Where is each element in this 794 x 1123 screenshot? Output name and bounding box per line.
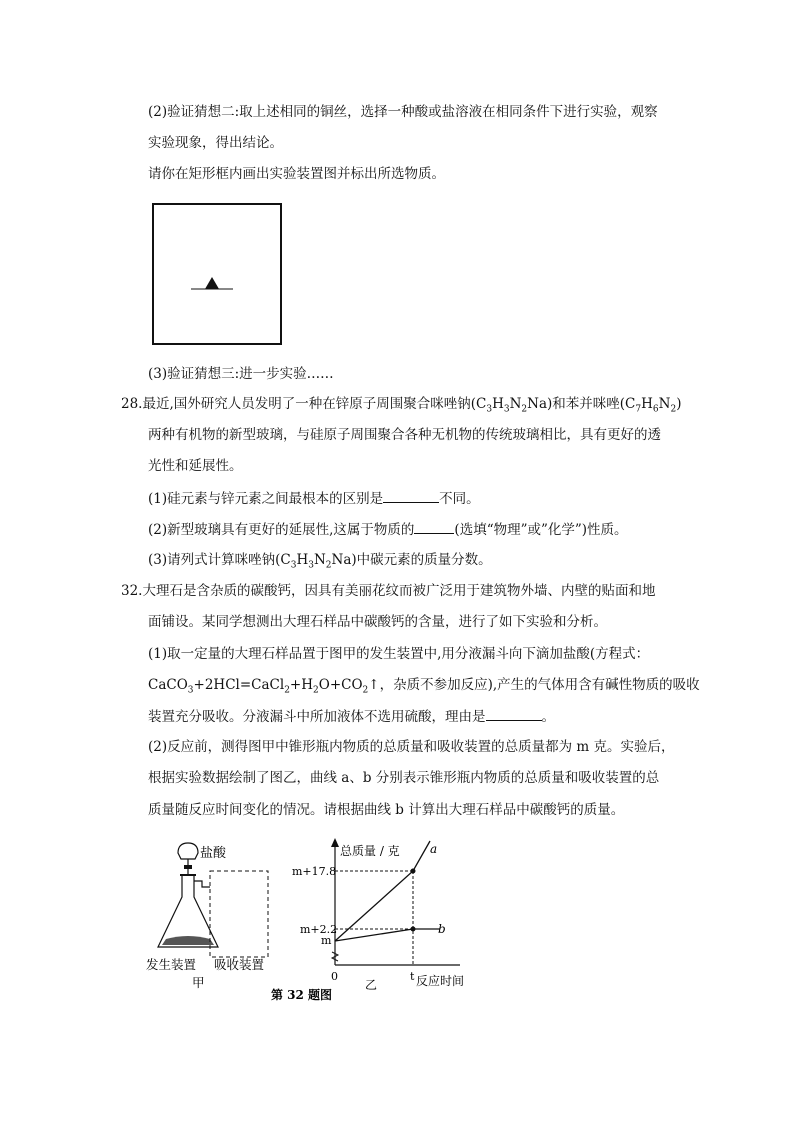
- point-b-at-t: [411, 927, 416, 932]
- figure-caption: 第 32 题图: [271, 988, 333, 1002]
- q32-stem-line1: 32.大理石是含杂质的碳酸钙，因具有美丽花纹而被广泛用于建筑物外墙、内壁的贴面和地: [121, 583, 656, 599]
- generator-label: 发生装置: [146, 957, 197, 972]
- y-axis-arrow: [331, 838, 339, 847]
- absorber-dashed-box: [210, 871, 268, 957]
- q27-verify-2-line2: 实验现象，得出结论。: [148, 135, 283, 151]
- q28-stem-line3: 光性和延展性。: [148, 458, 243, 474]
- x-tick-t: t: [410, 970, 415, 983]
- dropping-funnel-bulb: [178, 843, 198, 859]
- series-label-b: b: [438, 922, 446, 936]
- stopcock: [184, 865, 192, 869]
- q28-sub1: (1)硅元素与锌元素之间最根本的区别是 不同。: [148, 488, 480, 509]
- figure-32: [140, 835, 490, 1005]
- point-a-at-t: [411, 869, 416, 874]
- delivery-tube: [194, 881, 210, 887]
- triangle-mark: [205, 277, 219, 289]
- q32-sub2-line1: (2)反应前，测得图甲中锥形瓶内物质的总质量和吸收装置的总质量都为 m 克。实验后，: [148, 739, 675, 755]
- absorber-label: 吸收装置: [214, 957, 265, 972]
- y-tick-m-2-2: m+2.2: [300, 923, 338, 936]
- q28-stem-line1: 28.最近,国外研究人员发明了一种在锌原子周围聚合咪唑钠$(C_3H_3N_2Na)$和苯并咪唑$(C_7H_6N_2)$: [121, 396, 682, 415]
- y-tick-m: m: [321, 934, 332, 947]
- y-axis-label: 总质量 / 克: [340, 844, 400, 858]
- q28-sub2: (2)新型玻璃具有更好的延展性,这属于物质的 (选填“物理”或”化学”)性质。: [148, 519, 628, 540]
- axis-break-mark: [332, 952, 338, 961]
- q32-sub1-line1: (1)取一定量的大理石样品置于图甲的发生装置中,用分液漏斗向下滴加盐酸(方程式：: [148, 646, 650, 662]
- q27-instruction: 请你在矩形框内画出实验装置图并标出所选物质。: [148, 166, 445, 182]
- q32-sub1-line3: 装置充分吸收。分液漏斗中所加液体不选用硫酸，理由是 。: [148, 706, 555, 727]
- q28-stem-line2: 两种有机物的新型玻璃，与硅原子周围聚合各种无机物的传统玻璃相比，具有更好的透: [148, 427, 661, 443]
- series-label-a: a: [430, 842, 438, 856]
- q32-stem-line2: 面铺设。某同学想测出大理石样品中碳酸钙的含量，进行了如下实验和分析。: [148, 614, 607, 630]
- mass-time-chart: [292, 838, 464, 992]
- panel-label-yi: 乙: [365, 978, 378, 992]
- acid-label: 盐酸: [200, 846, 227, 861]
- answer-blank-3[interactable]: [486, 706, 542, 721]
- drawing-answer-box[interactable]: [152, 203, 282, 345]
- q32-sub2-line3: 质量随反应时间变化的情况。请根据曲线 b 计算出大理石样品中碳酸钙的质量。: [148, 802, 625, 818]
- q28-sub3: (3)请列式计算咪唑钠$(C_3H_3N_2Na)$中碳元素的质量分数。: [148, 552, 492, 571]
- jia-label: 甲: [192, 975, 205, 990]
- balance-symbol: [154, 205, 280, 343]
- q32-sub2-line2: 根据实验数据绘制了图乙，曲线 a、b 分别表示锥形瓶内物质的总质量和吸收装置的总: [148, 770, 660, 786]
- q27-verify-2-line1: (2)验证猜想二:取上述相同的铜丝，选择一种酸或盐溶液在相同条件下进行实验，观察: [148, 104, 658, 120]
- x-axis-label: 反应时间: [416, 974, 465, 988]
- y-tick-m-17-8: m+17.8: [292, 865, 337, 878]
- x-tick-0: 0: [331, 970, 338, 983]
- answer-blank-1[interactable]: [383, 488, 439, 503]
- curve-b: [335, 929, 440, 941]
- answer-blank-2[interactable]: [414, 519, 454, 534]
- q27-verify-3: (3)验证猜想三:进一步实验……: [148, 366, 334, 382]
- q32-equation-line: $CaCO_3+2HCl=CaCl_2+H_2O+CO_2↑$，杂质不参加反应),产生的气体用含有碱性物质的吸收: [148, 677, 700, 696]
